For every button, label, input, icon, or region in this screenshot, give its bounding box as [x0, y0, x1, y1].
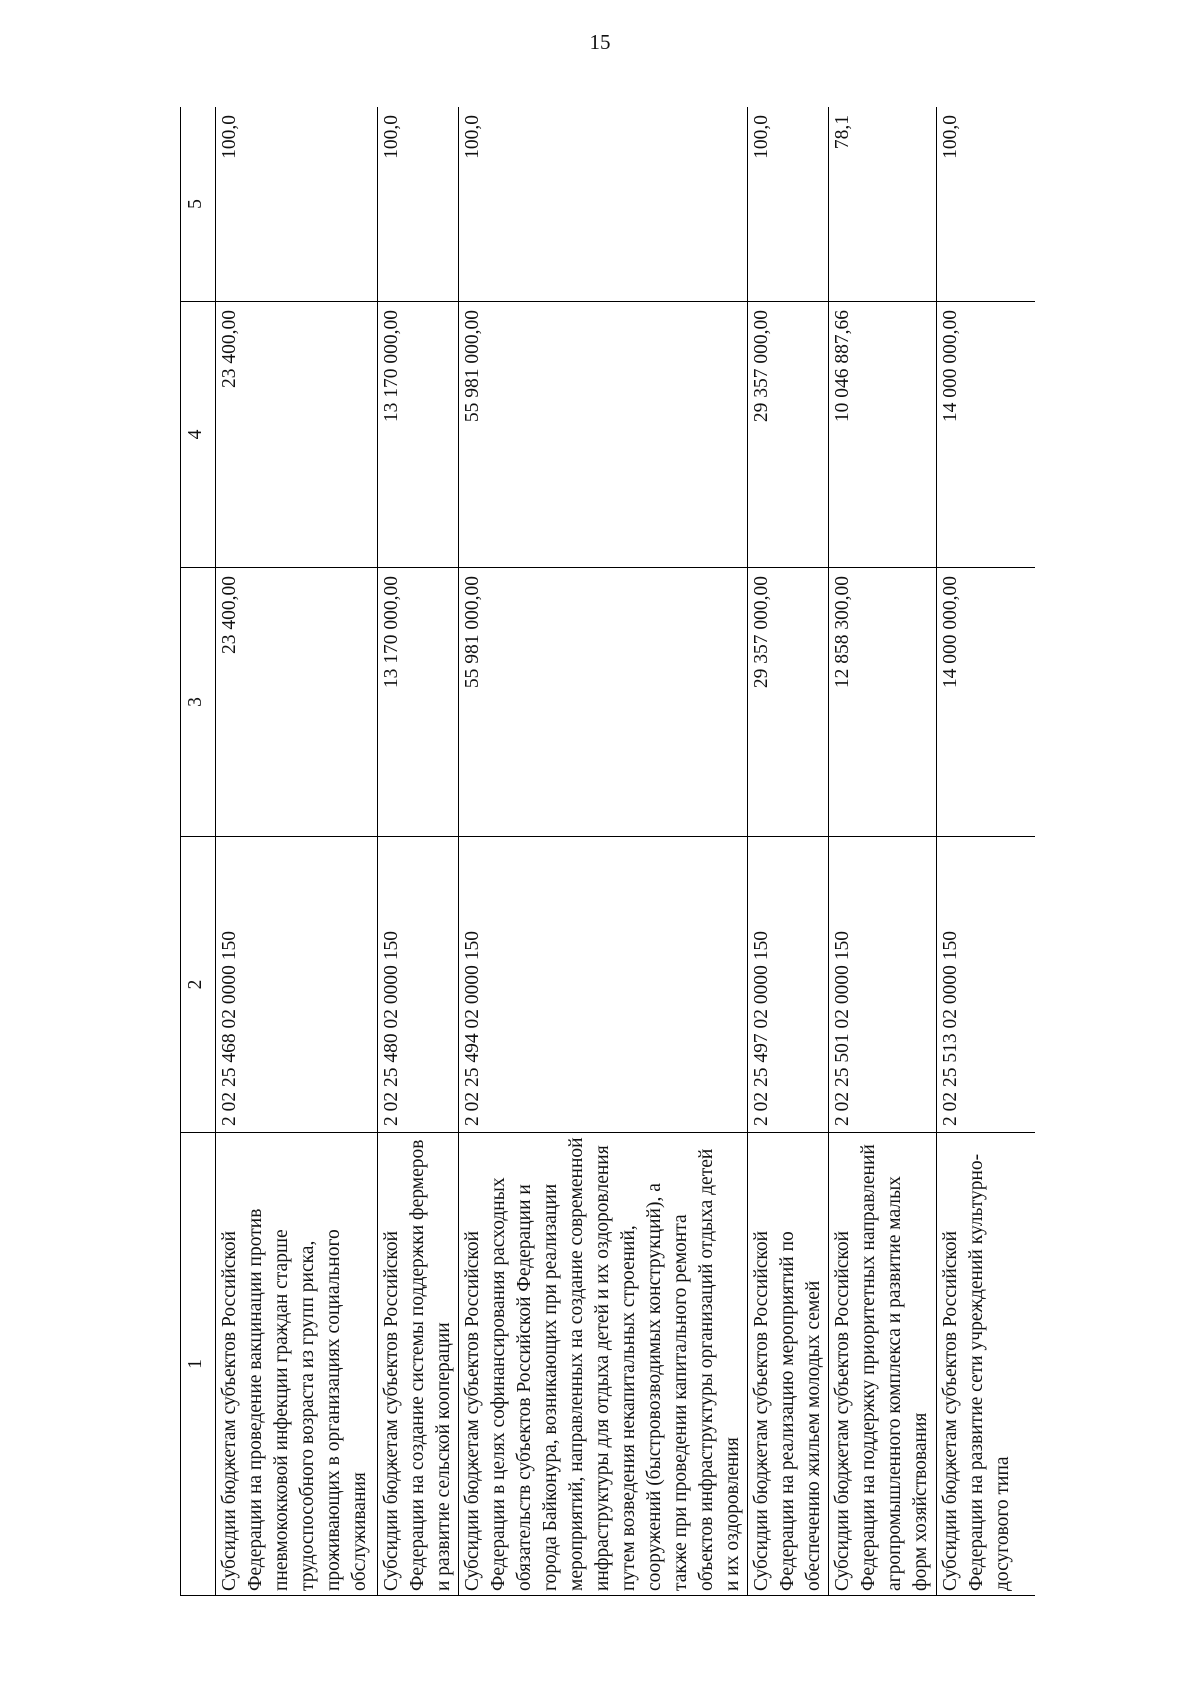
row-description: Субсидии бюджетам субъектов Российской Федерации на развитие сети учреждений культурно-досугового типа — [937, 1133, 1036, 1596]
row-fact-amount: 55 981 000,00 — [459, 302, 748, 568]
rotated-table-frame — [180, 107, 1035, 1596]
row-code: 2 02 25 480 02 0000 150 — [378, 837, 459, 1133]
row-percent: 100,0 — [748, 107, 829, 302]
rotated-table-container — [180, 107, 1035, 1596]
row-plan-amount: 14 000 000,00 — [937, 568, 1036, 837]
row-fact-amount: 23 400,00 — [216, 302, 378, 568]
row-fact-amount: 14 000 000,00 — [937, 302, 1036, 568]
table-row — [216, 107, 378, 1596]
row-description: Субсидии бюджетам субъектов Российской Федерации на поддержку приоритетных направлений агропромышленного комплекса и развитие малых форм хозяйствования — [829, 1133, 937, 1596]
table-row — [748, 107, 829, 1596]
subsidies-table — [180, 107, 1035, 1596]
table-header-row — [181, 107, 216, 1596]
row-fact-amount: 13 170 000,00 — [378, 302, 459, 568]
row-percent: 100,0 — [459, 107, 748, 302]
row-code: 2 02 25 497 02 0000 150 — [748, 837, 829, 1133]
row-description: Субсидии бюджетам субъектов Российской Федерации на проведение вакцинации против пневмококковой инфекции граждан старше трудоспособного возраста из групп риска, проживающих в организациях социального обслуживания — [216, 1133, 378, 1596]
column-number-3: 3 — [181, 568, 216, 837]
row-code: 2 02 25 513 02 0000 150 — [937, 837, 1036, 1133]
page-number: 15 — [589, 30, 611, 54]
column-number-2: 2 — [181, 837, 216, 1133]
table-row — [378, 107, 459, 1596]
row-description: Субсидии бюджетам субъектов Российской Федерации в целях софинансирования расходных обязательств субъектов Российской Федерации и города Байконура, возникающих при реализации мероприятий, направленных на создание современной инфраструктуры для отдыха детей и их оздоровления путем возведения некапитальных строений, сооружений (быстровозводимых конструкций), а также при проведении капитального ремонта объектов инфраструктуры организаций отдыха детей и их оздоровления — [459, 1133, 748, 1596]
column-number-1: 1 — [181, 1133, 216, 1596]
row-code: 2 02 25 501 02 0000 150 — [829, 837, 937, 1133]
row-percent: 100,0 — [216, 107, 378, 302]
row-percent: 100,0 — [378, 107, 459, 302]
row-plan-amount: 55 981 000,00 — [459, 568, 748, 837]
table-row — [829, 107, 937, 1596]
row-code: 2 02 25 468 02 0000 150 — [216, 837, 378, 1133]
row-plan-amount: 12 858 300,00 — [829, 568, 937, 837]
column-number-4: 4 — [181, 302, 216, 568]
row-percent: 78,1 — [829, 107, 937, 302]
row-plan-amount: 29 357 000,00 — [748, 568, 829, 837]
row-fact-amount: 29 357 000,00 — [748, 302, 829, 568]
row-description: Субсидии бюджетам субъектов Российской Федерации на реализацию мероприятий по обеспечению жильем молодых семей — [748, 1133, 829, 1596]
table-row — [459, 107, 748, 1596]
row-code: 2 02 25 494 02 0000 150 — [459, 837, 748, 1133]
column-number-5: 5 — [181, 107, 216, 302]
row-percent: 100,0 — [937, 107, 1036, 302]
row-description: Субсидии бюджетам субъектов Российской Федерации на создание системы поддержки фермеров и развитие сельской кооперации — [378, 1133, 459, 1596]
row-plan-amount: 23 400,00 — [216, 568, 378, 837]
row-fact-amount: 10 046 887,66 — [829, 302, 937, 568]
table-row — [937, 107, 1036, 1596]
row-plan-amount: 13 170 000,00 — [378, 568, 459, 837]
